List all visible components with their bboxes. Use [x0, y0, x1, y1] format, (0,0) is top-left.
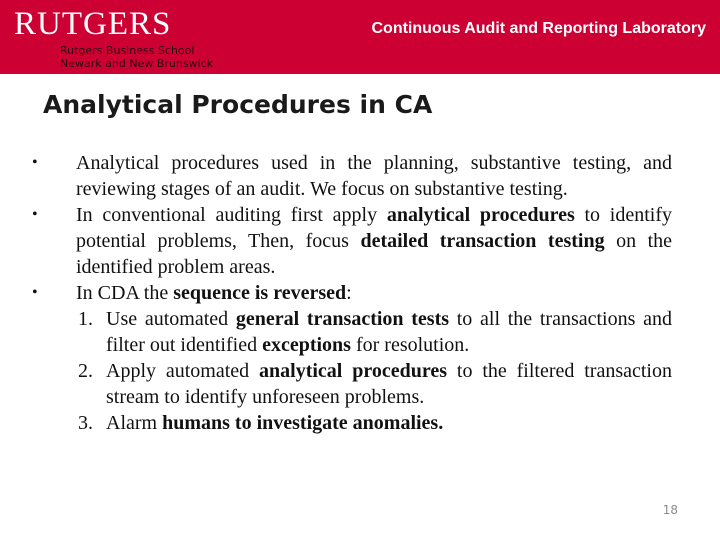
step-text: Apply automated — [106, 360, 260, 382]
step-emphasis: analytical procedures — [259, 360, 448, 382]
bullet-text: to identify potential problems, Then, focus — [76, 204, 672, 252]
bullet-emphasis: detailed transaction testing — [360, 230, 605, 252]
step-text: Use automated — [106, 308, 236, 330]
bullet-dot: • — [32, 284, 38, 301]
bullet-dot: • — [32, 154, 38, 171]
rutgers-logo — [14, 4, 213, 70]
slide-title: Analytical Procedures in CA — [43, 90, 433, 119]
numbered-step — [32, 306, 672, 358]
step-text: Alarm — [106, 412, 163, 434]
bullet-emphasis: analytical procedures — [386, 204, 575, 226]
header-banner — [0, 0, 720, 74]
bullet-text: on the identified problem areas. — [76, 230, 672, 278]
step-number: 2. — [78, 360, 93, 382]
bullet-text: In conventional auditing first apply — [76, 204, 387, 226]
step-number: 3. — [78, 412, 93, 434]
bullet-text: In CDA the — [76, 282, 174, 304]
logo-wordmark: RUTGERS — [14, 6, 172, 42]
bullet-dot: • — [32, 206, 38, 223]
step-emphasis: exceptions — [262, 334, 351, 356]
slide-body — [32, 150, 672, 436]
step-emphasis: general transaction tests — [235, 308, 450, 330]
lab-title: Continuous Audit and Reporting Laboratory — [371, 20, 706, 37]
bullet-text: Analytical procedures used in the planning, substantive testing, and reviewing stages of an audit. We focus on substantive testing. — [76, 152, 672, 200]
page-number: 18 — [662, 503, 678, 517]
step-number: 1. — [78, 308, 93, 330]
bullet-item — [32, 202, 672, 280]
step-text: to the filtered transaction stream to identify unforeseen problems. — [106, 360, 672, 408]
numbered-step — [32, 358, 672, 410]
step-text: to all the transactions and filter out identified — [106, 308, 672, 356]
logo-subtitle-line2: Newark and New Brunswick — [60, 57, 214, 70]
bullet-emphasis: sequence is reversed — [173, 282, 347, 304]
bullet-item — [32, 280, 672, 306]
numbered-step — [32, 410, 672, 436]
bullet-text: : — [346, 282, 352, 304]
logo-subtitle-line1: Rutgers Business School — [60, 44, 195, 57]
step-emphasis: humans to investigate anomalies. — [162, 412, 444, 434]
step-text: for resolution. — [350, 334, 470, 356]
bullet-item — [32, 150, 672, 202]
